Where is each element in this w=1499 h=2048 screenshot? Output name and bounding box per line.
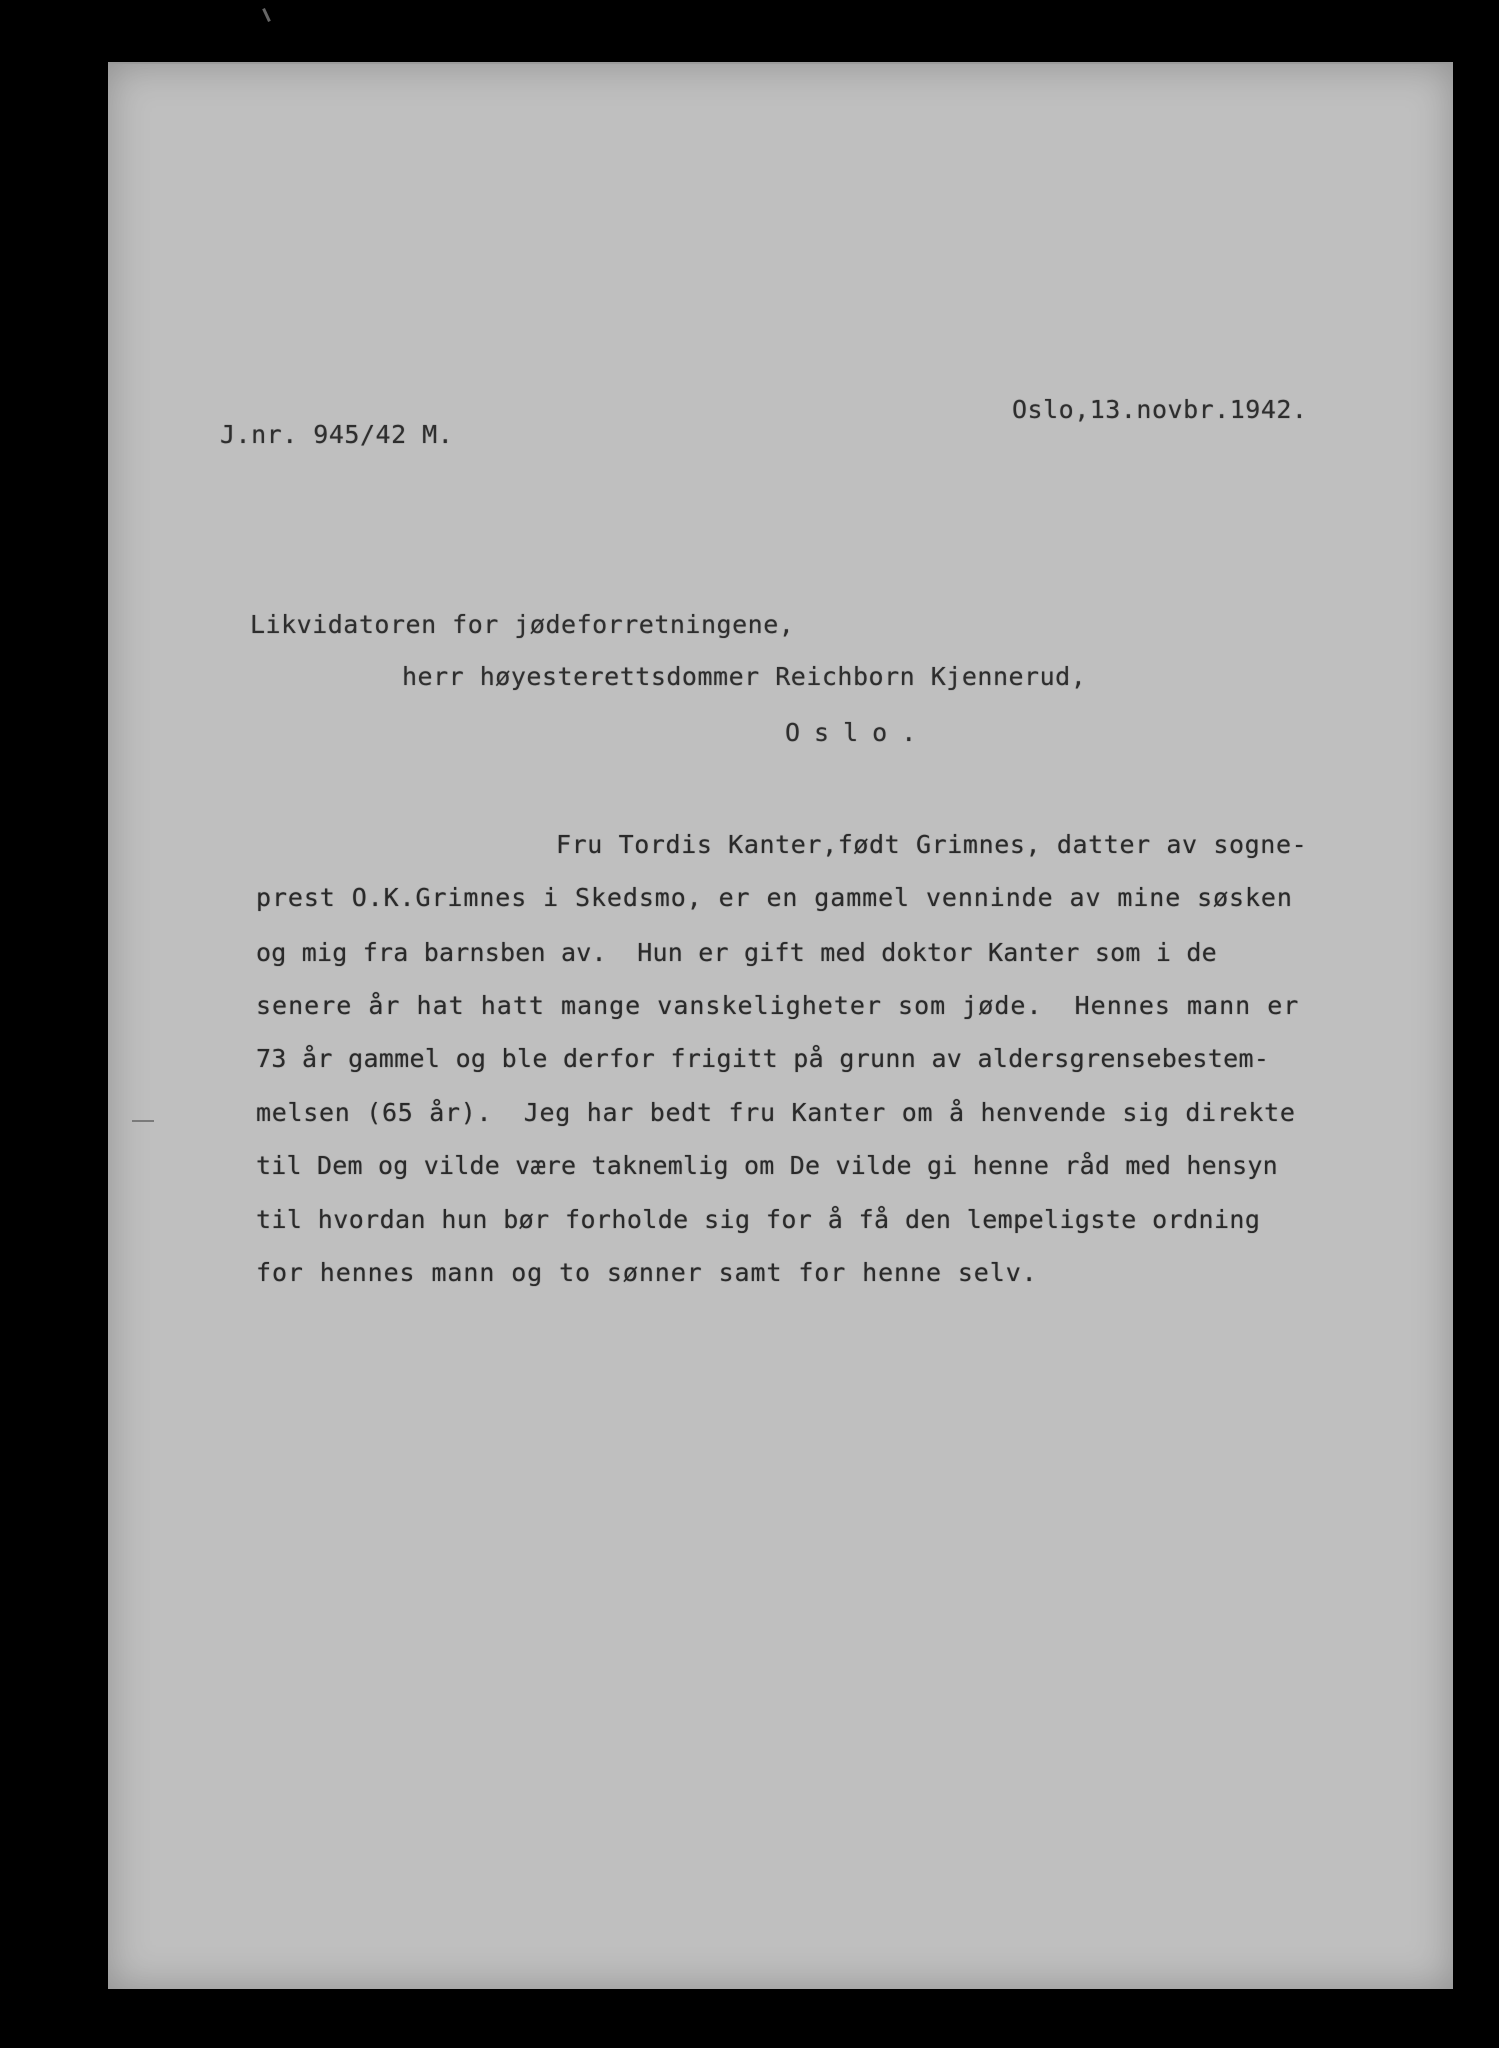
- body-line: melsen (65 år). Jeg har bedt fru Kanter om å henvende sig direkte: [256, 1098, 1296, 1127]
- margin-mark: [132, 1120, 154, 1122]
- journal-reference: J.nr. 945/42 M.: [220, 420, 454, 449]
- recipient-line-2: herr høyesterettsdommer Reichborn Kjennerud,: [402, 662, 1087, 691]
- letter-page: [108, 62, 1453, 1989]
- body-line: til Dem og vilde være taknemlig om De vilde gi henne råd med hensyn: [256, 1151, 1278, 1180]
- body-line: og mig fra barnsben av. Hun er gift med doktor Kanter som i de: [256, 938, 1217, 967]
- body-line: Fru Tordis Kanter,født Grimnes, datter av sogne-: [556, 830, 1308, 859]
- body-line: 73 år gammel og ble derfor frigitt på grunn av aldersgrensebestem-: [256, 1044, 1270, 1073]
- scan-artifact: [262, 8, 271, 22]
- body-line: for hennes mann og to sønner samt for henne selv.: [256, 1258, 1038, 1287]
- letter-date: Oslo,13.novbr.1942.: [1012, 395, 1308, 424]
- body-line: til hvordan hun bør forholde sig for å få den lempeligste ordning: [256, 1205, 1261, 1234]
- recipient-city: Oslo.: [785, 718, 931, 747]
- body-line: prest O.K.Grimnes i Skedsmo, er en gammel venninde av mine søsken: [256, 883, 1293, 912]
- recipient-line-1: Likvidatoren for jødeforretningene,: [250, 610, 795, 639]
- body-line: senere år hat hatt mange vanskeligheter som jøde. Hennes mann er: [256, 991, 1300, 1020]
